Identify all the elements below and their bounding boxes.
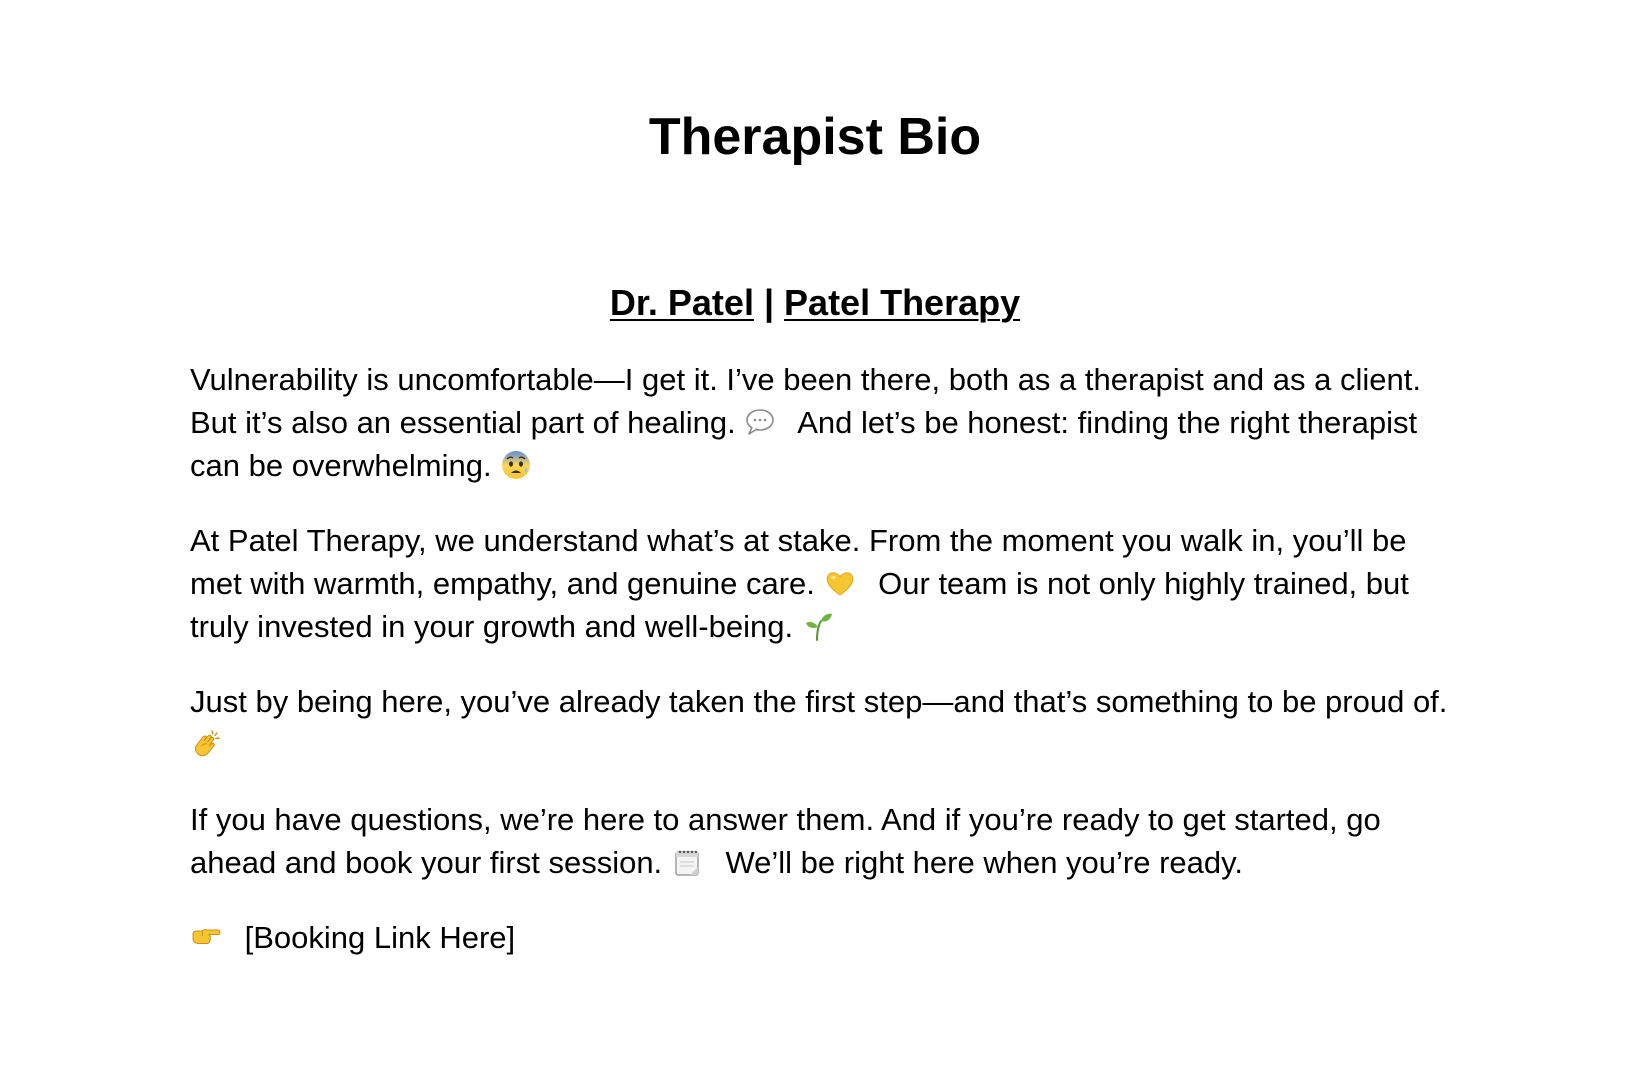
paragraph-text: Just by being here, you’ve already taken the first step—and that’s something to be proud of.	[190, 684, 1448, 719]
anxious-face-icon	[500, 449, 532, 481]
practice-name: Patel Therapy	[784, 282, 1021, 323]
spiral-calendar-icon	[671, 846, 703, 878]
subtitle-separator: |	[753, 282, 785, 323]
paragraph-questions	[190, 798, 1460, 884]
paragraph-text: Our team is not only highly trained, but truly invested in your growth and well-being.	[190, 566, 1409, 644]
paragraph-text: And let’s be honest: finding the right therapist can be overwhelming.	[190, 405, 1418, 483]
paragraph-text: At Patel Therapy, we understand what’s at stake. From the moment you walk in, you’ll be met with warmth, empathy, and genuine care.	[190, 523, 1407, 601]
speech-bubble-icon	[744, 406, 776, 438]
therapist-name: Dr. Patel	[609, 282, 754, 323]
paragraph-text: We’ll be right here when you’re ready.	[725, 845, 1243, 880]
booking-line	[190, 916, 1460, 959]
yellow-heart-icon	[824, 567, 856, 599]
clapping-hands-icon	[190, 728, 222, 760]
paragraph-text: If you have questions, we’re here to answer them. And if you’re ready to get started, go ahead and book your first session.	[190, 802, 1381, 880]
bio-body	[190, 358, 1460, 991]
paragraph-patel-therapy	[190, 519, 1460, 648]
paragraph-vulnerability	[190, 358, 1460, 487]
paragraph-text: Vulnerability is uncomfortable—I get it. I’ve been there, both as a therapist and as a client. But it’s also an essential part of healing.	[190, 362, 1421, 440]
document-title: Therapist Bio	[648, 108, 982, 166]
paragraph-first-step	[190, 680, 1460, 766]
seedling-icon	[802, 610, 834, 642]
pointing-right-icon	[190, 921, 222, 953]
bio-subtitle	[0, 280, 1630, 326]
booking-link[interactable]: [Booking Link Here]	[244, 920, 516, 955]
